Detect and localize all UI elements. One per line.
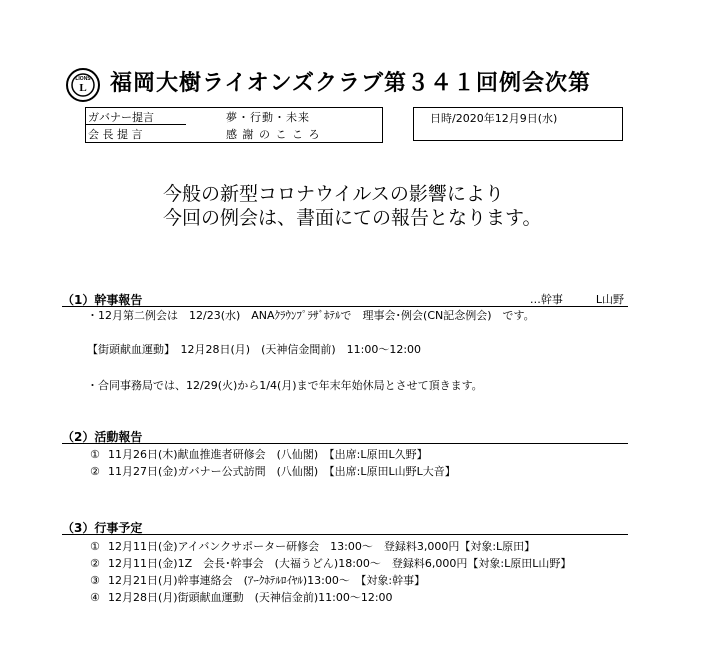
section-2-item-2 [90, 463, 456, 479]
item-text: 12月21日(月)幹事連絡会 (ｱｰｸﾎﾃﾙﾛｲﾔﾙ)13:00～ 【対象:幹事】 [108, 574, 426, 587]
section-1-item-3: ・合同事務局では、12/29(火)から1/4(月)まで年末年始休局とさせて頂きます。 [87, 379, 483, 392]
proposal-box [85, 107, 383, 143]
president-proposal-value: 感 謝 の こ こ ろ [226, 128, 321, 141]
svg-text:L: L [79, 82, 87, 94]
section-3-heading [62, 519, 628, 535]
item-text: 12月28日(月)街頭献血運動 (天神信金前)11:00～12:00 [108, 591, 393, 604]
president-proposal-label: 会 長 提 言 [88, 128, 143, 141]
section-1-item-2: 【街頭献血運動】 12月28日(月) (天神信金間前) 11:00～12:00 [87, 343, 422, 356]
meeting-date: 日時/2020年12月9日(水) [430, 112, 558, 125]
page-title: 福岡大樹ライオンズクラブ第３４１回例会次第 [110, 71, 592, 96]
item-text: 11月27日(金)ガバナー公式訪問 (八仙閣) 【出席:L原田L山野L大音】 [108, 465, 456, 478]
section-2-title: （2）活動報告 [62, 430, 143, 444]
section-2-heading [62, 428, 628, 444]
section-3-title: （3）行事予定 [62, 521, 143, 535]
announcement [163, 182, 541, 230]
president-proposal-row [86, 125, 382, 142]
section-3-item-1 [90, 538, 535, 554]
section-1-item-1: ・12月第二例会は 12/23(水) ANAｸﾗｳﾝﾌﾟﾗｻﾞﾎﾃﾙで 理事会･例会(CN記念例会) です。 [87, 309, 535, 322]
item-mark: ③ [90, 574, 100, 587]
announcement-line-2: 今回の例会は、書面にての報告となります。 [163, 207, 542, 229]
section-3-item-2 [90, 555, 571, 571]
governor-proposal-row [86, 108, 382, 125]
governor-proposal-label: ガバナー提言 [88, 111, 154, 124]
section-1-title: （1）幹事報告 [62, 293, 143, 307]
item-mark: ② [90, 465, 100, 478]
item-text: 12月11日(金)1Z 会長･幹事会 (大福うどん)18:00～ 登録料6,000円【対象:L原田L山野】 [108, 557, 572, 570]
section-2-item-1 [90, 446, 428, 462]
item-mark: ① [90, 540, 100, 553]
logo-text: LIONS [75, 76, 91, 82]
item-text: 11月26日(木)献血推進者研修会 (八仙閣) 【出席:L原田L久野】 [108, 448, 428, 461]
item-mark: ④ [90, 591, 100, 604]
lions-logo [66, 68, 100, 102]
section-3-item-4 [90, 589, 393, 605]
date-box [413, 107, 623, 141]
section-1-reporter: …幹事 L山野 [529, 293, 624, 306]
section-3-item-3 [90, 572, 425, 588]
item-text: 12月11日(金)アイバンクサポーター研修会 13:00～ 登録料3,000円【対象:L原田】 [108, 540, 536, 553]
section-1-heading [62, 291, 628, 307]
governor-proposal-value: 夢・行動・未来 [226, 111, 310, 124]
announcement-line-1: 今般の新型コロナウイルスの影響により [163, 183, 504, 205]
item-mark: ② [90, 557, 100, 570]
item-mark: ① [90, 448, 100, 461]
